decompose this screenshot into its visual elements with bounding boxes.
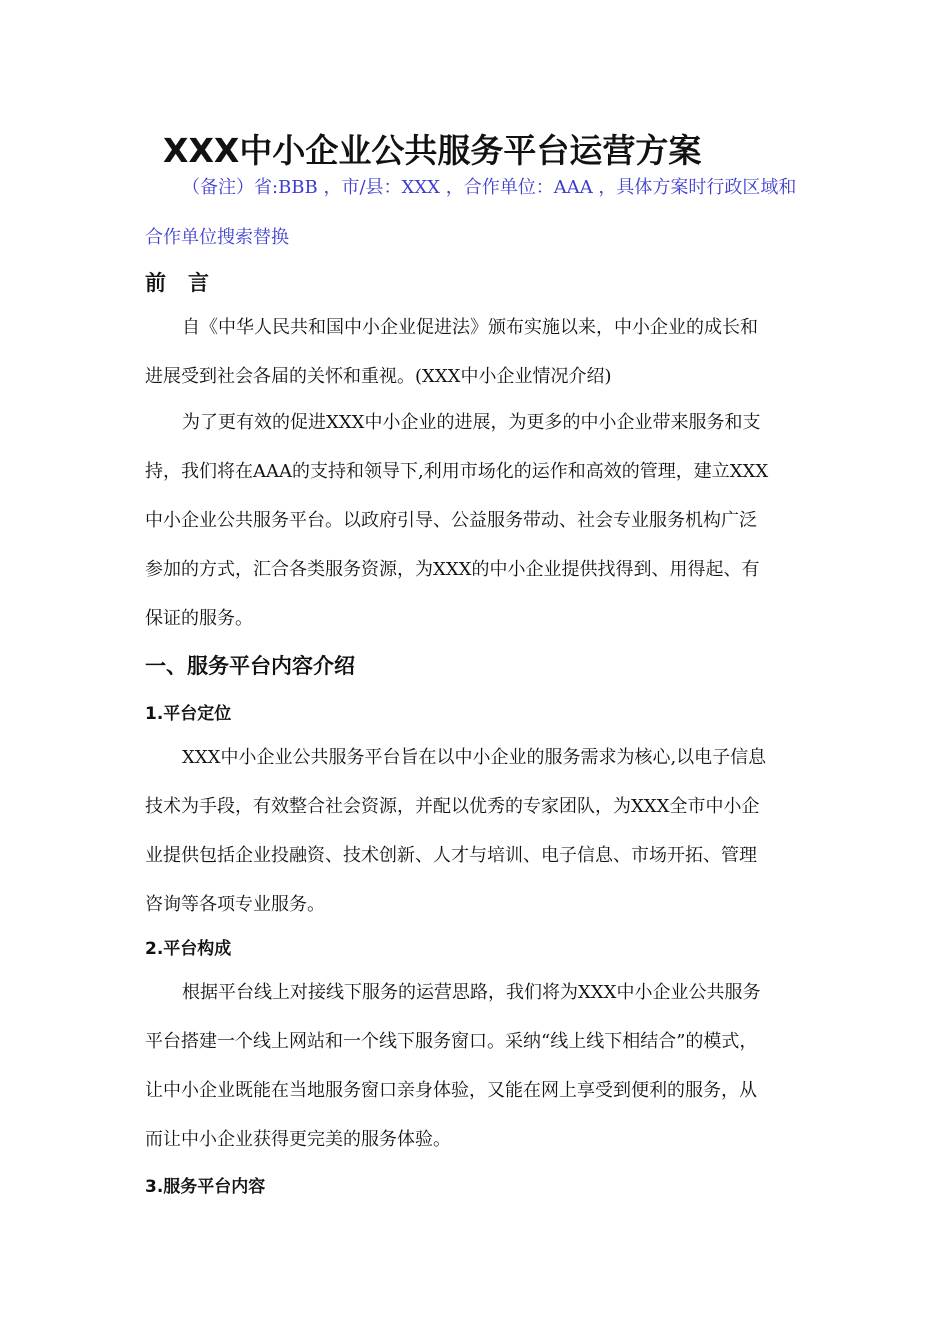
paragraph-line: 保证的服务。 [145, 608, 253, 629]
preface-heading: 前言 [145, 271, 231, 295]
paragraph-line: 咨询等各项专业服务。 [145, 894, 325, 915]
paragraph-line: 参加的方式，汇合各类服务资源，为XXX的中小企业提供找得到、用得起、有 [145, 559, 760, 580]
paragraph-line: 让中小企业既能在当地服务窗口亲身体验，又能在网上享受到便利的服务，从 [145, 1080, 757, 1101]
document-title: XXX中小企业公共服务平台运营方案 [163, 131, 702, 170]
paragraph-line: 而让中小企业获得更完美的服务体验。 [145, 1129, 451, 1150]
subsection-1-heading: 1.平台定位 [145, 704, 232, 724]
section-1-heading: 一、服务平台内容介绍 [145, 654, 355, 678]
paragraph-line: XXX中小企业公共服务平台旨在以中小企业的服务需求为核心,以电子信息 [182, 747, 767, 768]
paragraph-line: 为了更有效的促进XXX中小企业的进展，为更多的中小企业带来服务和支 [182, 412, 761, 433]
note-line-1: （备注）省:BBB ，市/县：XXX ，合作单位：AAA ，具体方案时行政区域和 [182, 177, 797, 198]
subsection-3-heading: 3.服务平台内容 [145, 1177, 266, 1197]
subsection-1-paragraph [145, 733, 805, 929]
note-line-2: 合作单位搜索替换 [145, 227, 289, 248]
paragraph-line: 自《中华人民共和国中小企业促进法》颁布实施以来，中小企业的成长和 [182, 317, 758, 338]
subsection-2-heading: 2.平台构成 [145, 939, 232, 959]
paragraph-line: 业提供包括企业投融资、技术创新、人才与培训、电子信息、市场开拓、管理 [145, 845, 757, 866]
paragraph-line: 根据平台线上对接线下服务的运营思路，我们将为XXX中小企业公共服务 [182, 982, 761, 1003]
paragraph-line: 平台搭建一个线上网站和一个线下服务窗口。采纳“线上线下相结合”的模式， [145, 1031, 758, 1052]
preface-paragraph-2 [145, 398, 805, 643]
paragraph-line: 中小企业公共服务平台。以政府引导、公益服务带动、社会专业服务机构广泛 [145, 510, 757, 531]
subsection-2-paragraph [145, 968, 805, 1164]
preface-paragraph-1 [145, 303, 805, 401]
paragraph-line: 进展受到社会各届的关怀和重视。(XXX中小企业情况介绍) [145, 366, 612, 387]
paragraph-line: 技术为手段，有效整合社会资源，并配以优秀的专家团队，为XXX全市中小企 [145, 796, 760, 817]
paragraph-line: 持，我们将在AAA的支持和领导下,利用市场化的运作和高效的管理，建立XXX [145, 461, 769, 482]
